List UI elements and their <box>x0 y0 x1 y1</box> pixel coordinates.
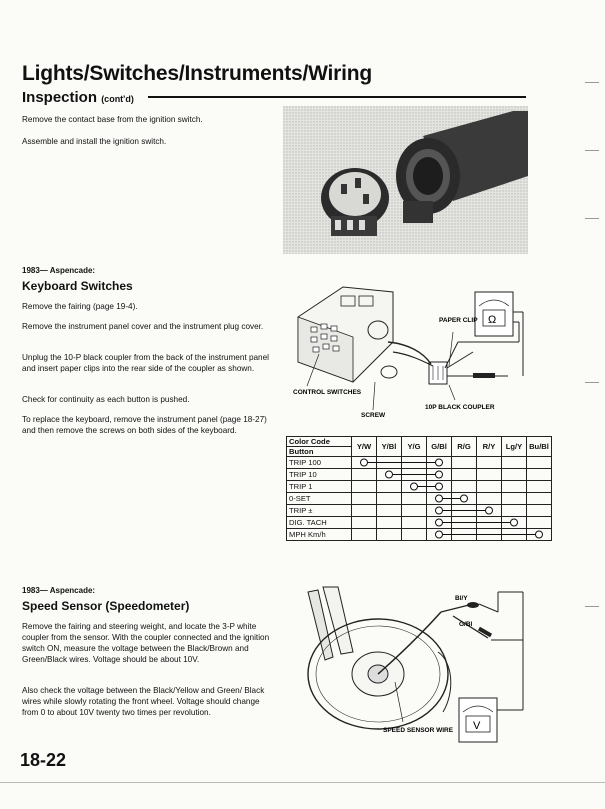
edge-mark <box>585 150 599 151</box>
table-cell <box>377 469 402 481</box>
corner-color-code: Color Code <box>287 437 351 447</box>
table-row <box>287 517 552 529</box>
table-cell <box>377 505 402 517</box>
paragraph: Remove the instrument panel cover and the instrument plug cover. <box>22 322 264 331</box>
column-header: G/Bl <box>427 437 452 457</box>
page-number: 18-22 <box>20 750 67 770</box>
table-cell <box>477 493 502 505</box>
table-row <box>287 457 552 469</box>
row-label: MPH Km/h <box>287 529 352 541</box>
table-cell <box>352 469 377 481</box>
paragraph: Unplug the 10-P black coupler from the back of the instrument panel and insert paper clips into the rear side of the coupler as shown. <box>22 353 269 373</box>
paragraph: Assemble and install the ignition switch. <box>22 137 167 146</box>
table-cell <box>477 469 502 481</box>
table-cell <box>352 457 377 469</box>
table-cell <box>377 493 402 505</box>
table-cell <box>452 529 477 541</box>
table-row <box>287 469 552 481</box>
table-cell <box>402 505 427 517</box>
table-cell <box>352 493 377 505</box>
subtitle-text: Inspection <box>22 89 98 106</box>
table-cell <box>502 505 527 517</box>
row-label: TRIP 1 <box>287 481 352 493</box>
paragraph: Check for continuity as each button is pushed. <box>22 395 190 404</box>
column-header: Y/G <box>402 437 427 457</box>
ignition-switch-photo <box>283 106 528 254</box>
row-label: 0-SET <box>287 493 352 505</box>
table-cell <box>377 457 402 469</box>
paper-clip-label: PAPER CLIP <box>439 317 478 324</box>
table-row <box>287 505 552 517</box>
row-label: TRIP ± <box>287 505 352 517</box>
paragraph: Remove the contact base from the ignition switch. <box>22 115 203 124</box>
paragraph: To replace the keyboard, remove the instrument panel (page 18-27) and then remove the screws on both sides of the keyboard. <box>22 415 267 435</box>
table-cell <box>502 517 527 529</box>
table-cell <box>402 493 427 505</box>
table-cell <box>527 493 552 505</box>
section-subtitle <box>22 89 134 106</box>
table-cell <box>377 517 402 529</box>
keyboard-figure <box>283 282 528 424</box>
speed-sensor-wire-label: SPEED SENSOR WIRE <box>383 727 454 734</box>
paragraph: Also check the voltage between the Black/Yellow and Green/ Black wires while slowly rotating the front wheel. Voltage should change from 0 to about 10V twenty two times per revolution. <box>22 686 265 717</box>
table-row <box>287 481 552 493</box>
table-cell <box>452 505 477 517</box>
speed-sensor-figure <box>283 582 528 744</box>
table-cell <box>452 517 477 529</box>
table-cell <box>402 469 427 481</box>
table-cell <box>402 517 427 529</box>
ohm-symbol: Ω <box>488 314 497 326</box>
table-cell <box>427 529 452 541</box>
table-cell <box>452 469 477 481</box>
table-cell <box>352 481 377 493</box>
edge-mark <box>585 218 599 219</box>
row-label: TRIP 100 <box>287 457 352 469</box>
table-cell <box>477 481 502 493</box>
table-cell <box>402 529 427 541</box>
edge-mark <box>585 606 599 607</box>
row-label: TRIP 10 <box>287 469 352 481</box>
column-header: Y/W <box>352 437 377 457</box>
corner-button: Button <box>289 447 314 456</box>
paragraph: Remove the fairing and steering weight, and locate the 3-P white coupler from the sensor. With the coupler connected and the ignition switch ON, measure the voltage between the Black/Brown and Green/Black wires. Voltage should be about 10V. <box>22 622 270 664</box>
gbl-label: G/Bl <box>459 621 473 628</box>
model-label: 1983— Aspencade: <box>22 266 96 275</box>
subtitle-rule <box>148 96 526 98</box>
table-cell <box>452 481 477 493</box>
table-cell <box>527 517 552 529</box>
table-row <box>287 493 552 505</box>
table-corner <box>287 437 352 457</box>
column-header: R/Y <box>477 437 502 457</box>
column-header: Lg/Y <box>502 437 527 457</box>
table-cell <box>502 469 527 481</box>
bly-label: Bl/Y <box>455 595 468 602</box>
table-cell <box>527 469 552 481</box>
table-cell <box>427 457 452 469</box>
table-cell <box>352 505 377 517</box>
edge-mark <box>585 82 599 83</box>
table-cell <box>527 529 552 541</box>
screw-label: SCREW <box>361 412 386 419</box>
coupler-label: 10P BLACK COUPLER <box>425 404 495 411</box>
table-cell <box>427 517 452 529</box>
table-cell <box>527 481 552 493</box>
paragraph: Remove the fairing (page 19-4). <box>22 302 138 311</box>
table-cell <box>352 517 377 529</box>
table-cell <box>502 529 527 541</box>
page-title: Lights/Switches/Instruments/Wiring <box>22 62 373 85</box>
table-cell <box>477 529 502 541</box>
table-cell <box>402 457 427 469</box>
table-cell <box>352 529 377 541</box>
table-cell <box>502 457 527 469</box>
section-heading: Speed Sensor (Speedometer) <box>22 599 190 613</box>
table-cell <box>502 481 527 493</box>
table-cell <box>427 469 452 481</box>
continuity-table <box>286 436 552 541</box>
table-cell <box>377 481 402 493</box>
volt-symbol: V <box>473 720 481 732</box>
subtitle-suffix: (cont'd) <box>101 94 134 104</box>
table-cell <box>427 481 452 493</box>
column-header: Bu/Bl <box>527 437 552 457</box>
table-cell <box>477 505 502 517</box>
section-heading: Keyboard Switches <box>22 279 133 293</box>
control-switches-label: CONTROL SWITCHES <box>293 389 362 396</box>
table-cell <box>452 493 477 505</box>
row-label: DIG. TACH <box>287 517 352 529</box>
edge-mark <box>585 382 599 383</box>
table-cell <box>527 457 552 469</box>
table-cell <box>477 517 502 529</box>
table-cell <box>427 505 452 517</box>
model-label: 1983— Aspencade: <box>22 586 96 595</box>
table-cell <box>502 493 527 505</box>
table-cell <box>477 457 502 469</box>
table-cell <box>402 481 427 493</box>
table-cell <box>377 529 402 541</box>
column-header: Y/Bl <box>377 437 402 457</box>
table-cell <box>427 493 452 505</box>
table-cell <box>527 505 552 517</box>
column-header: R/G <box>452 437 477 457</box>
table-cell <box>452 457 477 469</box>
table-row <box>287 529 552 541</box>
footer-rule <box>0 782 605 783</box>
